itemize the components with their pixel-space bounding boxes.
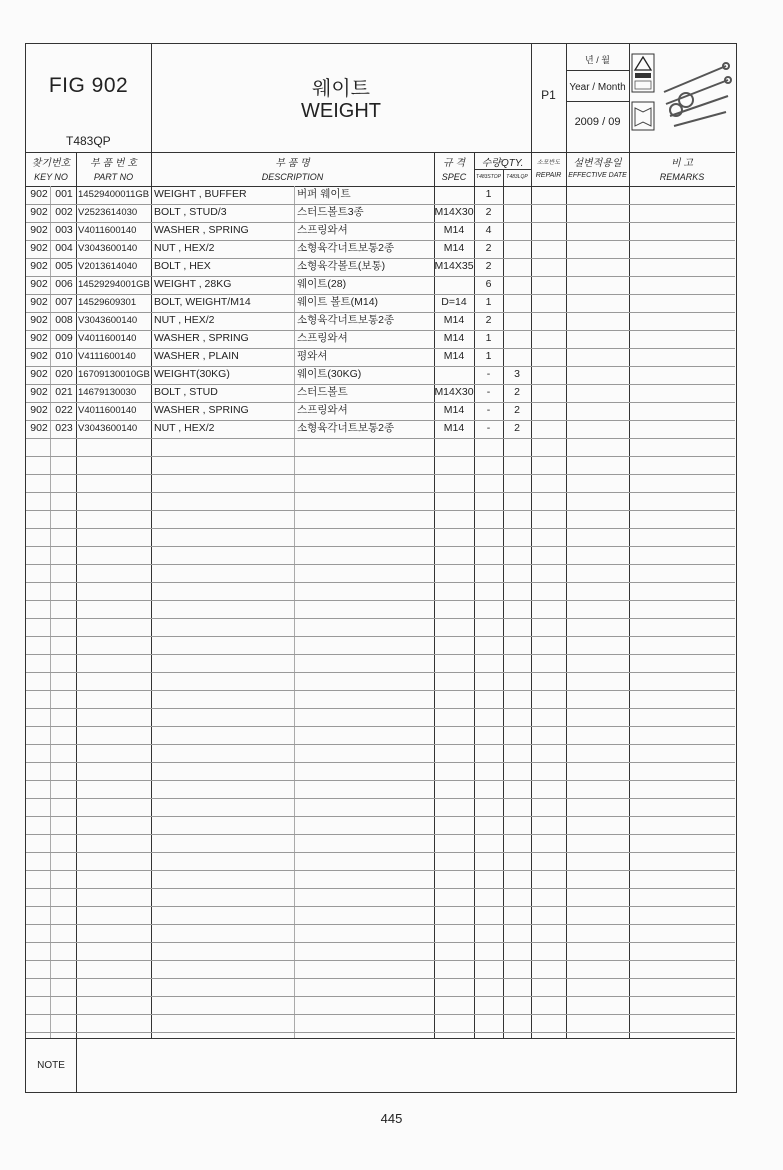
- cell-part: 14529294001GB: [78, 279, 150, 290]
- year-month-value: 2009 / 09: [574, 116, 621, 128]
- cell-qty-b: 2: [514, 386, 520, 398]
- col-effective-ko: 설변적용일: [573, 158, 622, 169]
- cell-desc-ko: 소형육각볼트(보통): [297, 260, 386, 272]
- col-key-ko: 찾기번호: [31, 158, 71, 169]
- model-code: T483QP: [66, 134, 111, 148]
- col-spec-en: SPEC: [441, 172, 467, 182]
- cell-desc-en: WEIGHT , BUFFER: [154, 188, 247, 200]
- cell-desc-ko: 스프링와셔: [297, 224, 348, 236]
- row-rule: [26, 978, 735, 979]
- page-number: 445: [380, 1111, 403, 1126]
- cell-spec: M14: [443, 422, 465, 434]
- cell-spec: M14: [443, 224, 465, 236]
- cell-part: V3043600140: [78, 315, 138, 326]
- row-rule: [26, 546, 735, 547]
- cell-spec: M14: [443, 350, 465, 362]
- cell-spec: M14X30: [434, 386, 474, 398]
- row-rule: [26, 924, 735, 925]
- warning-sign-icon: [632, 54, 654, 92]
- row-rule: [26, 816, 735, 817]
- note-label: NOTE: [26, 1039, 77, 1093]
- table-row: [26, 366, 735, 384]
- cell-qty-a: 2: [485, 314, 492, 326]
- cell-part: V3043600140: [78, 423, 138, 434]
- row-rule: [26, 672, 735, 673]
- cell-key-a: 902: [30, 224, 48, 236]
- table-row: [26, 312, 735, 330]
- row-rule: [26, 726, 735, 727]
- cell-qty-a: 4: [485, 224, 492, 236]
- row-rule: [26, 870, 735, 871]
- cell-spec: M14X30: [434, 206, 474, 218]
- table-row: [26, 204, 735, 222]
- cell-key-b: 006: [55, 278, 73, 290]
- cell-key-a: 902: [30, 350, 48, 362]
- cell-key-b: 023: [55, 422, 73, 434]
- cell-key-a: 902: [30, 422, 48, 434]
- cell-desc-en: WASHER , SPRING: [154, 404, 249, 416]
- col-qty-label: 수량QTY.: [481, 158, 524, 169]
- col-desc-en: DESCRIPTION: [261, 172, 324, 182]
- cell-desc-en: BOLT, WEIGHT/M14: [154, 296, 251, 308]
- row-rule: [26, 960, 735, 961]
- col-remarks-ko: 비 고: [670, 158, 694, 169]
- cell-key-a: 902: [30, 386, 48, 398]
- cell-desc-ko: 소형육각너트보통2종: [297, 422, 395, 434]
- header-icons: [630, 52, 734, 153]
- cell-qty-a: 1: [485, 296, 492, 308]
- cell-desc-en: BOLT , HEX: [154, 260, 211, 272]
- cell-key-a: 902: [30, 404, 48, 416]
- cell-key-a: 902: [30, 296, 48, 308]
- cell-key-a: 902: [30, 314, 48, 326]
- cell-qty-a: 1: [485, 188, 492, 200]
- row-rule: [26, 1032, 735, 1033]
- parts-table-body: [26, 186, 735, 1038]
- cell-part: V4011600140: [78, 333, 137, 344]
- cell-desc-ko: 웨이트(30KG): [297, 368, 362, 380]
- year-month-label-ko: 년 / 월: [585, 55, 610, 65]
- table-row: [26, 384, 735, 402]
- cell-desc-ko: 평와셔: [297, 350, 328, 362]
- fig-title: FIG 902: [48, 74, 129, 97]
- cell-desc-ko: 웨이트 볼트(M14): [297, 296, 379, 308]
- col-key-en: KEY NO: [34, 172, 68, 182]
- col-qty-model-b: T483LQP: [506, 174, 528, 180]
- row-rule: [26, 798, 735, 799]
- row-rule: [26, 510, 735, 511]
- table-row: [26, 222, 735, 240]
- cell-qty-b: 3: [514, 368, 520, 380]
- col-effective-en: EFFECTIVE DATE: [568, 172, 627, 179]
- cell-key-a: 902: [30, 368, 48, 380]
- table-row: [26, 402, 735, 420]
- row-rule: [26, 888, 735, 889]
- cell-key-b: 002: [55, 206, 73, 218]
- cell-desc-en: BOLT , STUD: [154, 386, 218, 398]
- sheet-header: [26, 44, 735, 153]
- cell-part: 14529400011GB: [78, 189, 150, 200]
- row-rule: [26, 834, 735, 835]
- cell-key-b: 009: [55, 332, 73, 344]
- tools-icon: [664, 63, 731, 126]
- cell-key-b: 022: [55, 404, 73, 416]
- col-repair-en: REPAIR: [535, 172, 562, 179]
- row-rule: [26, 654, 735, 655]
- cell-key-a: 902: [30, 206, 48, 218]
- cell-desc-en: WASHER , SPRING: [154, 224, 249, 236]
- cell-key-a: 902: [30, 260, 48, 272]
- cell-qty-a: 1: [485, 332, 492, 344]
- row-rule: [26, 474, 735, 475]
- cell-qty-b: 2: [514, 422, 520, 434]
- cell-desc-en: NUT , HEX/2: [154, 242, 215, 254]
- col-part-en: PART NO: [93, 172, 134, 182]
- cell-spec: D=14: [441, 296, 467, 308]
- cell-desc-en: NUT , HEX/2: [154, 422, 215, 434]
- cell-key-b: 020: [55, 368, 73, 380]
- cell-part: V2013614040: [78, 261, 138, 272]
- cell-qty-a: 2: [485, 260, 492, 272]
- cell-part: 14679130030: [78, 387, 137, 398]
- row-rule: [26, 528, 735, 529]
- cell-key-b: 008: [55, 314, 73, 326]
- cell-spec: M14: [443, 404, 465, 416]
- cell-qty-a: 6: [485, 278, 492, 290]
- cell-desc-en: WASHER , PLAIN: [154, 350, 239, 362]
- column-header-row: [26, 152, 735, 187]
- cell-key-b: 007: [55, 296, 73, 308]
- table-row: [26, 420, 735, 438]
- note-section: [26, 1038, 735, 1093]
- year-month-label-en: Year / Month: [569, 82, 626, 93]
- row-rule: [26, 618, 735, 619]
- cell-desc-en: WASHER , SPRING: [154, 332, 249, 344]
- parts-sheet-frame: [25, 43, 737, 1093]
- row-rule: [26, 690, 735, 691]
- cell-spec: M14: [443, 332, 465, 344]
- cell-desc-ko: 스터드볼트3종: [297, 206, 364, 218]
- cell-part: 16709130010GB: [78, 369, 150, 380]
- row-rule: [26, 708, 735, 709]
- cell-desc-ko: 웨이트(28): [297, 278, 347, 290]
- cell-key-b: 004: [55, 242, 73, 254]
- cell-qty-a: -: [486, 404, 491, 416]
- cell-qty-a: 1: [485, 350, 492, 362]
- table-row: [26, 348, 735, 366]
- cell-spec: M14X35: [434, 260, 474, 272]
- cell-part: V4011600140: [78, 225, 137, 236]
- cell-key-a: 902: [30, 242, 48, 254]
- cell-qty-a: -: [486, 422, 491, 434]
- cell-key-b: 001: [55, 188, 73, 200]
- table-row: [26, 294, 735, 312]
- cell-desc-en: BOLT , STUD/3: [154, 206, 227, 218]
- cell-desc-en: NUT , HEX/2: [154, 314, 215, 326]
- row-rule: [26, 492, 735, 493]
- row-rule: [26, 996, 735, 997]
- row-rule: [26, 438, 735, 439]
- row-rule: [26, 564, 735, 565]
- col-part-ko: 부 품 번 호: [90, 158, 137, 169]
- row-rule: [26, 906, 735, 907]
- cell-spec: M14: [443, 242, 465, 254]
- table-row: [26, 276, 735, 294]
- col-desc-ko: 부 품 명: [275, 158, 310, 169]
- row-rule: [26, 852, 735, 853]
- row-rule: [26, 942, 735, 943]
- cell-key-b: 003: [55, 224, 73, 236]
- cell-part: V4011600140: [78, 405, 137, 416]
- table-row: [26, 186, 735, 204]
- row-rule: [26, 582, 735, 583]
- cell-desc-ko: 스프링와셔: [297, 404, 348, 416]
- col-qty-model-a: T483STOP: [476, 174, 501, 180]
- cell-key-b: 005: [55, 260, 73, 272]
- cell-desc-en: WEIGHT , 28KG: [154, 278, 232, 290]
- col-spec-ko: 규 격: [442, 158, 466, 169]
- table-row: [26, 240, 735, 258]
- col-repair-ko: 소모반도: [536, 160, 561, 166]
- cell-desc-en: WEIGHT(30KG): [154, 368, 230, 380]
- cell-part: 14529609301: [78, 297, 137, 308]
- row-rule: [26, 636, 735, 637]
- row-rule: [26, 744, 735, 745]
- cell-qty-a: -: [486, 368, 491, 380]
- cell-qty-a: 2: [485, 242, 492, 254]
- cell-qty-a: -: [486, 386, 491, 398]
- cell-part: V3043600140: [78, 243, 138, 254]
- cell-key-a: 902: [30, 278, 48, 290]
- cell-part: V4111600140: [78, 351, 136, 362]
- table-row: [26, 258, 735, 276]
- row-rule: [26, 456, 735, 457]
- table-row: [26, 330, 735, 348]
- row-rule: [26, 762, 735, 763]
- cell-part: V2523614030: [78, 207, 138, 218]
- cell-key-a: 902: [30, 332, 48, 344]
- row-rule: [26, 600, 735, 601]
- cell-desc-ko: 소형육각너트보통2종: [297, 242, 395, 254]
- cell-key-a: 902: [30, 188, 48, 200]
- cell-spec: M14: [443, 314, 465, 326]
- cell-key-b: 021: [55, 386, 73, 398]
- title-english: WEIGHT: [301, 100, 381, 122]
- cell-qty-b: 2: [514, 404, 520, 416]
- cell-desc-ko: 버퍼 웨이트: [297, 188, 351, 200]
- cell-desc-ko: 소형육각너트보통2종: [297, 314, 395, 326]
- cell-desc-ko: 스터드볼트: [297, 386, 348, 398]
- col-remarks-en: REMARKS: [659, 172, 705, 182]
- title-korean: 웨이트: [312, 78, 370, 100]
- cell-key-b: 010: [55, 350, 73, 362]
- page-label: P1: [541, 88, 556, 102]
- row-rule: [26, 780, 735, 781]
- cell-qty-a: 2: [485, 206, 492, 218]
- cell-desc-ko: 스프링와셔: [297, 332, 348, 344]
- row-rule: [26, 1014, 735, 1015]
- manual-book-icon: [632, 102, 654, 130]
